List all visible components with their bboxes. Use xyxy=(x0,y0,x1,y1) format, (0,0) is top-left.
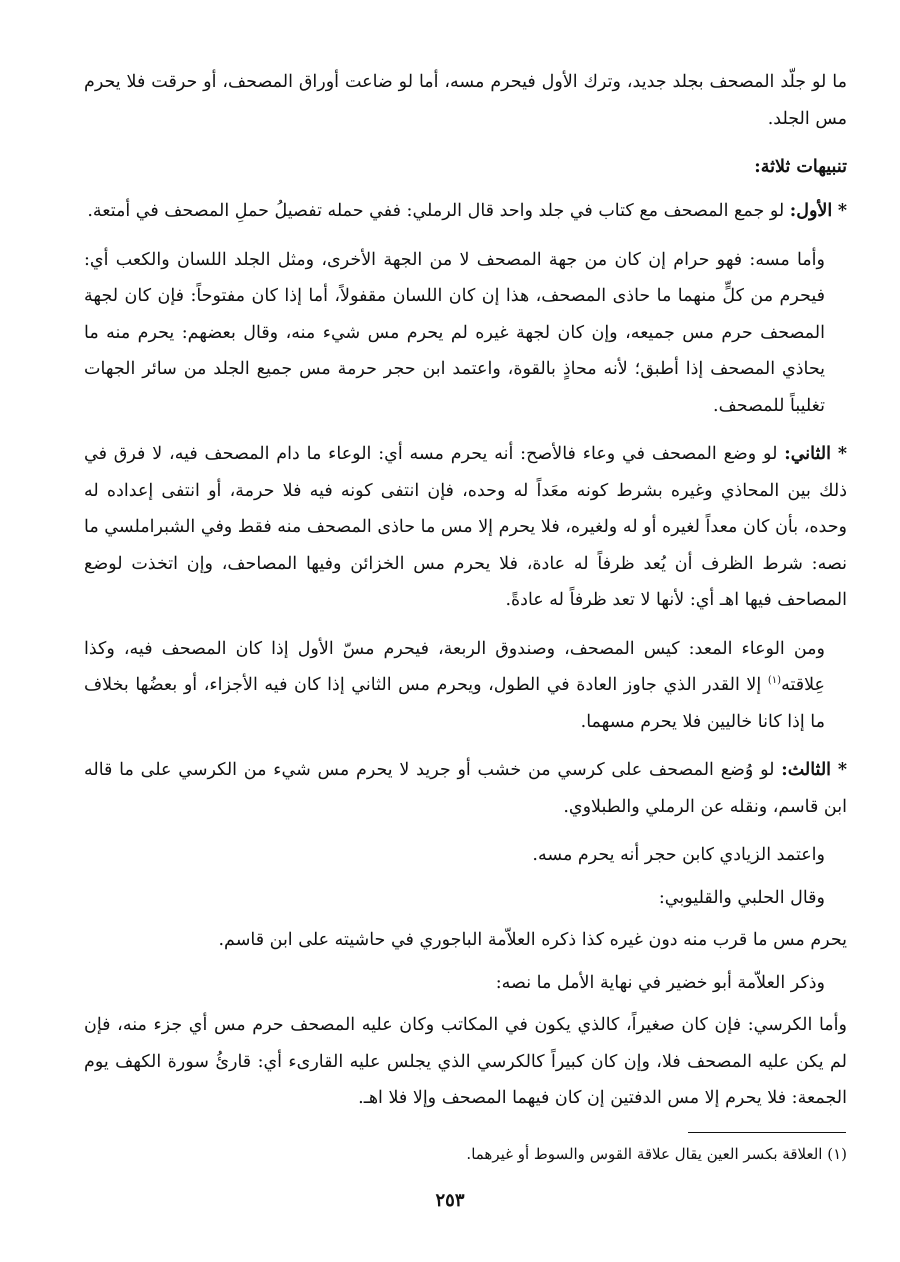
paragraph-first-note xyxy=(84,193,847,230)
second-note-label: الثاني: xyxy=(784,444,831,464)
paragraph-opening: ما لو جلّد المصحف بجلد جديد، وترك الأول فيحرم مسه، أما لو ضاعت أوراق المصحف، أو حرقت فلا يحرم مس الجلد. xyxy=(84,72,847,129)
page-number: ٢٥٣ xyxy=(435,1190,465,1211)
paragraph-ziyadi: واعتمد الزيادي كابن حجر أنه يحرم مسه. xyxy=(532,845,825,865)
paragraph-abu-khudair: وذكر العلاّمة أبو خضير في نهاية الأمل ما نصه: xyxy=(495,972,825,993)
asterisk-marker: * xyxy=(837,760,847,780)
third-note-text: لو وُضع المصحف على كرسي من خشب أو جريد لا يحرم مس شيء من الكرسي على ما قاله ابن قاسم، ونقله عن الرملي والطبلاوي. xyxy=(84,760,847,817)
paragraph-chair: وأما الكرسي: فإن كان صغيراً، كالذي يكون في المكاتب وكان عليه المصحف حرم مس أي جزء منه، فإن لم يكن عليه المصحف فلا، وإن كان كبيراً كالكرسي الذي يجلس عليه القارىء أي: قارئُ سورة الكهف يوم الجمعة: فلا يحرم إلا مس الدفتين إن كان فيهما المصحف وإلا فلا اهـ. xyxy=(84,1015,847,1108)
paragraph-prepared-container xyxy=(84,631,847,741)
asterisk-marker: * xyxy=(837,201,847,221)
first-note-text: لو جمع المصحف مع كتاب في جلد واحد قال الرملي: ففي حمله تفصيلُ حملِ المصحف في أمتعة. xyxy=(87,201,785,221)
section-heading: تنبيهات ثلاثة: xyxy=(754,157,847,177)
footnote xyxy=(84,1140,847,1168)
first-note-label: الأول: xyxy=(789,201,833,221)
prepared-container-text-start: ومن الوعاء المعد: كيس المصحف، وصندوق الربعة، فيحرم مسّ الأول إذا كان المصحف فيه، وكذا عِلاقته xyxy=(84,638,825,695)
asterisk-marker: * xyxy=(837,444,847,464)
page-body xyxy=(84,64,847,1129)
paragraph-second-note xyxy=(84,436,847,619)
paragraph-touching-ruling: وأما مسه: فهو حرام إن كان من جهة المصحف لا من الجهة الأخرى، ومثل الجلد اللسان والكعب أي: فيحرم من كلٍّ منهما ما حاذى المصحف، هذا إن كان اللسان مقفولاً، أما إذا كان مفتوحاً: فإن كان لجهة المصحف حرم مس جميعه، وإن كان لجهة غيره لم يحرم مس شيء منه، وقال بعضهم: يحرم منه ما يحاذي المصحف إذا أطبق؛ لأنه محاذٍ بالقوة، واعتمد ابن حجر حرمة مس جميع الجلد من سائر الجهات تغليباً للمصحف. xyxy=(84,249,825,416)
paragraph-halabi: وقال الحلبي والقليوبي: xyxy=(658,887,825,908)
footnote-text: العلاقة بكسر العين يقال علاقة القوس والسوط أو غيرهما. xyxy=(466,1145,823,1163)
paragraph-third-note xyxy=(84,752,847,825)
paragraph-bajuri: يحرم مس ما قرب منه دون غيره كذا ذكره العلاّمة الباجوري في حاشيته على ابن قاسم. xyxy=(218,930,847,950)
second-note-text: لو وضع المصحف في وعاء فالأصح: أنه يحرم مسه أي: الوعاء ما دام المصحف فيه، لا فرق في ذلك بين المحاذي وغيره بشرط كونه معَداً له وحده، فإن انتفى كونه فيه فلا حرمة، أو انتفى إعداده له وحده، بأن كان معداً لغيره أو له ولغيره، فلا يحرم إلا مس ما حاذى المصحف منه فقط وفي الشبراملسي ما نصه: شرط الظرف أن يُعد ظرفاً له عادة، فلا يحرم مس الخزائن وفيها المصاحف، وإن اتخذت لوضع المصاحف فيها اهـ أي: لأنها لا تعد ظرفاً له عادةً. xyxy=(84,444,847,610)
footnote-number: (١) xyxy=(827,1145,847,1163)
prepared-container-text-end: إلا القدر الذي جاوز العادة في الطول، ويحرم مس الثاني إذا كان فيه الأجزاء، أو بعضُها بخلاف ما إذا كانا خاليين فلا يحرم مسهما. xyxy=(84,675,825,732)
third-note-label: الثالث: xyxy=(781,760,832,780)
footnote-divider xyxy=(688,1132,846,1133)
footnote-reference[interactable]: (١) xyxy=(767,675,782,687)
